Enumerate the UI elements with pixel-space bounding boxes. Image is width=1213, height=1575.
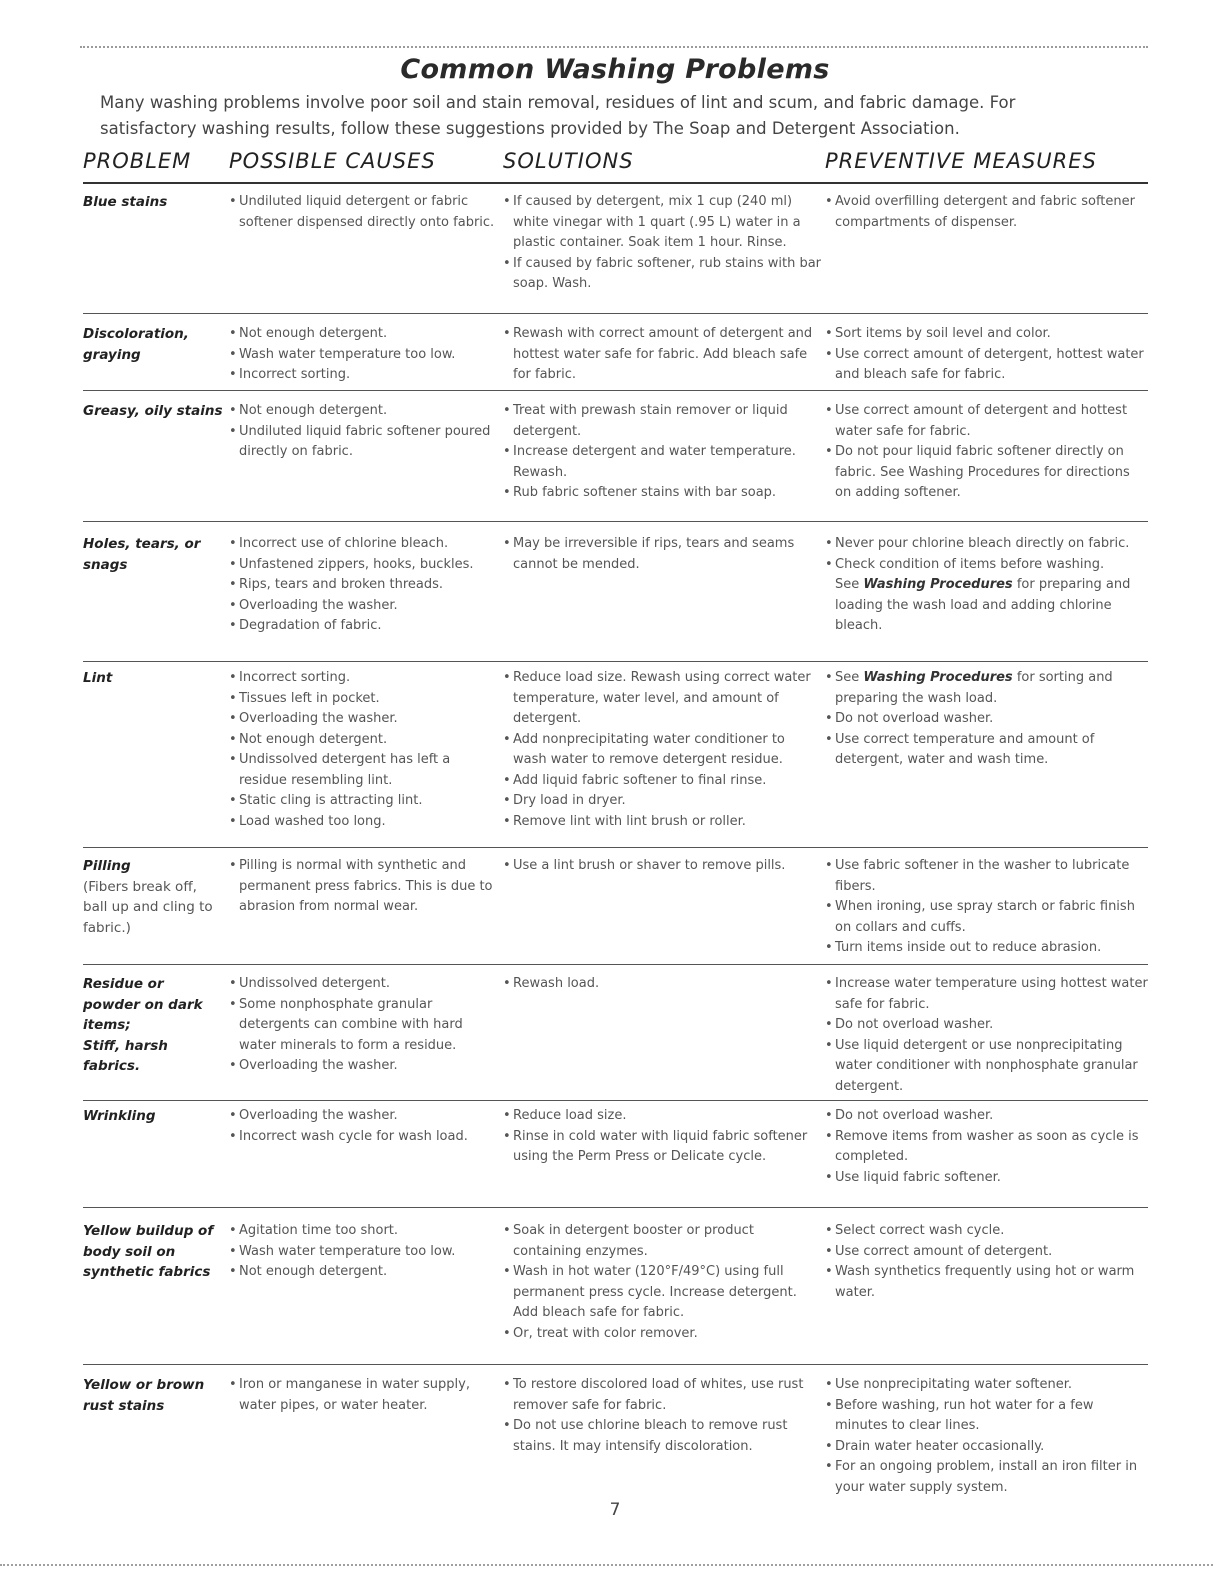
- problem-cell: [83, 534, 233, 575]
- solution-item: • Use a lint brush or shaver to remove pills.: [503, 856, 821, 877]
- causes-cell: [229, 324, 497, 386]
- problem-name: Blue stains: [83, 194, 168, 210]
- row-divider: [83, 313, 1148, 314]
- cause-item: • Incorrect use of chlorine bleach.: [229, 534, 497, 555]
- ref-post: for preparing and loading the wash load and adding chlorine bleach.: [835, 577, 1131, 633]
- solutions-cell: [503, 1375, 821, 1457]
- preventive-cell: [825, 534, 1150, 637]
- solution-item: • Rewash load.: [503, 974, 821, 995]
- problem-cell: [83, 401, 233, 422]
- problem-cell: [83, 324, 233, 365]
- cause-item: • Wash water temperature too low.: [229, 1242, 497, 1263]
- problem-name: Yellow or brown rust stains: [83, 1377, 205, 1414]
- solution-item: • To restore discolored load of whites, use rust remover safe for fabric.: [503, 1375, 821, 1416]
- problem-name: Holes, tears, or snags: [83, 536, 201, 573]
- header-possible-causes: POSSIBLE CAUSES: [229, 149, 436, 173]
- problem-cell: [83, 1375, 233, 1416]
- cause-item: • Incorrect wash cycle for wash load.: [229, 1127, 497, 1148]
- preventive-item: • Do not overload washer.: [825, 709, 1150, 730]
- solution-item: • May be irreversible if rips, tears and seams cannot be mended.: [503, 534, 821, 575]
- preventive-item: • Turn items inside out to reduce abrasion.: [825, 938, 1150, 959]
- preventive-cell: [825, 192, 1150, 233]
- preventive-item: • Remove items from washer as soon as cycle is completed.: [825, 1127, 1150, 1168]
- cause-item: • Not enough detergent.: [229, 324, 497, 345]
- preventive-item: • Avoid overfilling detergent and fabric softener compartments of dispenser.: [825, 192, 1150, 233]
- ref-pre: See: [835, 577, 864, 592]
- solution-item: • Or, treat with color remover.: [503, 1324, 821, 1345]
- intro-paragraph: [100, 90, 1120, 142]
- row-divider: [83, 390, 1148, 391]
- preventive-cell: [825, 1221, 1150, 1303]
- solution-item: • Remove lint with lint brush or roller.: [503, 812, 821, 833]
- row-divider: [83, 1364, 1148, 1365]
- cause-item: • Undissolved detergent has left a residue resembling lint.: [229, 750, 497, 791]
- intro-line: Many washing problems involve poor soil and stain removal, residues of lint and scum, and fabric damage. For: [100, 93, 1016, 112]
- problem-cell: [83, 856, 233, 938]
- problem-name: Discoloration, graying: [83, 326, 189, 363]
- cause-item: • Incorrect sorting.: [229, 365, 497, 386]
- cause-item: • Rips, tears and broken threads.: [229, 575, 497, 596]
- causes-cell: [229, 1221, 497, 1283]
- solution-item: • Rinse in cold water with liquid fabric softener using the Perm Press or Delicate cycle.: [503, 1127, 821, 1168]
- solution-item: • Rewash with correct amount of detergent and hottest water safe for fabric. Add bleach safe for fabric.: [503, 324, 821, 386]
- problem-name: Lint: [83, 670, 113, 686]
- preventive-item: • Use liquid detergent or use nonprecipitating water conditioner with nonphosphate granular detergent.: [825, 1036, 1150, 1098]
- solution-item: • Soak in detergent booster or product containing enzymes.: [503, 1221, 821, 1262]
- solution-item: • Treat with prewash stain remover or liquid detergent.: [503, 401, 821, 442]
- cause-item: • Not enough detergent.: [229, 730, 497, 751]
- solutions-cell: [503, 324, 821, 386]
- problem-name: Yellow buildup of body soil on synthetic fabrics: [83, 1223, 214, 1280]
- solution-item: • Increase detergent and water temperature. Rewash.: [503, 442, 821, 483]
- solutions-cell: [503, 668, 821, 832]
- solution-item: • Rub fabric softener stains with bar soap.: [503, 483, 821, 504]
- cause-item: • Incorrect sorting.: [229, 668, 497, 689]
- causes-cell: [229, 534, 497, 637]
- preventive-item: • Never pour chlorine bleach directly on fabric.: [825, 534, 1150, 555]
- solution-item: • Dry load in dryer.: [503, 791, 821, 812]
- table-header: [83, 149, 1151, 181]
- header-preventive-measures: PREVENTIVE MEASURES: [825, 149, 1097, 173]
- page-title: Common Washing Problems: [400, 54, 830, 85]
- solutions-cell: [503, 401, 821, 504]
- cause-item: • Overloading the washer.: [229, 596, 497, 617]
- cause-item: • Degradation of fabric.: [229, 616, 497, 637]
- solution-item: • If caused by detergent, mix 1 cup (240 ml) white vinegar with 1 quart (.95 L) water in a plastic container. Soak item 1 hour. Rinse.: [503, 192, 821, 254]
- solution-note: Add bleach safe for fabric.: [513, 1305, 685, 1320]
- preventive-cell: [825, 856, 1150, 959]
- cause-item: • Overloading the washer.: [229, 1056, 497, 1077]
- header-rule: [83, 182, 1148, 184]
- causes-cell: [229, 1106, 497, 1147]
- solutions-cell: [503, 1106, 821, 1168]
- solution-item: • Add nonprecipitating water conditioner to wash water to remove detergent residue.: [503, 730, 821, 771]
- problem-name: Residue or powder on dark items; Stiff, harsh fabrics.: [83, 976, 203, 1074]
- cause-item: • Static cling is attracting lint.: [229, 791, 497, 812]
- problem-name: Greasy, oily stains: [83, 403, 223, 419]
- causes-cell: [229, 668, 497, 832]
- problem-note: (Fibers break off, ball up and cling to fabric.): [83, 878, 213, 936]
- preventive-item: • Do not overload washer.: [825, 1106, 1150, 1127]
- preventive-item: • Wash synthetics frequently using hot or warm water.: [825, 1262, 1150, 1303]
- cause-item: • Tissues left in pocket.: [229, 689, 497, 710]
- preventive-cell: [825, 1375, 1150, 1498]
- preventive-item: • Use fabric softener in the washer to lubricate fibers.: [825, 856, 1150, 897]
- solutions-cell: [503, 974, 821, 995]
- solutions-cell: [503, 192, 821, 295]
- problem-name: Pilling: [83, 858, 131, 874]
- problem-cell: [83, 668, 233, 689]
- preventive-item: • When ironing, use spray starch or fabric finish on collars and cuffs.: [825, 897, 1150, 938]
- solutions-cell: [503, 1221, 821, 1344]
- solution-item: • Do not use chlorine bleach to remove rust stains. It may intensify discoloration.: [503, 1416, 821, 1457]
- preventive-cell: [825, 401, 1150, 504]
- preventive-item: • Do not overload washer.: [825, 1015, 1150, 1036]
- solutions-cell: [503, 534, 821, 575]
- cause-item: • Undissolved detergent.: [229, 974, 497, 995]
- solution-item: • Reduce load size.: [503, 1106, 821, 1127]
- preventive-item: • Use correct amount of detergent, hottest water and bleach safe for fabric.: [825, 345, 1150, 386]
- washing-procedures-ref: Washing Procedures: [863, 670, 1013, 685]
- causes-cell: [229, 856, 497, 918]
- cause-item: • Not enough detergent.: [229, 1262, 497, 1283]
- cause-item: • Overloading the washer.: [229, 709, 497, 730]
- cause-item: • Unfastened zippers, hooks, buckles.: [229, 555, 497, 576]
- cause-item: • Agitation time too short.: [229, 1221, 497, 1242]
- cause-item: • Load washed too long.: [229, 812, 497, 833]
- cause-item: • Pilling is normal with synthetic and permanent press fabrics. This is due to abrasion from normal wear.: [229, 856, 497, 918]
- problem-name: Wrinkling: [83, 1108, 156, 1124]
- preventive-item: • Do not pour liquid fabric softener directly on fabric. See Washing Procedures for directions on adding softener.: [825, 442, 1150, 504]
- cause-item: • Some nonphosphate granular detergents can combine with hard water minerals to form a residue.: [229, 995, 497, 1057]
- cause-item: • Not enough detergent.: [229, 401, 497, 422]
- solutions-cell: [503, 856, 821, 877]
- cause-item: • Undiluted liquid detergent or fabric softener dispensed directly onto fabric.: [229, 192, 497, 233]
- intro-line: satisfactory washing results, follow these suggestions provided by The Soap and Detergent Association.: [100, 119, 960, 138]
- causes-cell: [229, 1375, 497, 1416]
- row-divider: [83, 1207, 1148, 1208]
- bottom-divider: [0, 1564, 1213, 1566]
- preventive-item: • Select correct wash cycle.: [825, 1221, 1150, 1242]
- ref-pre: See: [835, 670, 864, 685]
- row-divider: [83, 521, 1148, 522]
- row-divider: [83, 964, 1148, 965]
- preventive-reference: [825, 668, 1150, 709]
- ref-post: for sorting and preparing the wash load.: [835, 670, 1113, 706]
- preventive-item: • Use liquid fabric softener.: [825, 1168, 1150, 1189]
- solution-item: • Wash in hot water (120°F/49°C) using full permanent press cycle. Increase detergent.: [503, 1262, 821, 1303]
- preventive-item: • Increase water temperature using hottest water safe for fabric.: [825, 974, 1150, 1015]
- header-solutions: SOLUTIONS: [503, 149, 634, 173]
- washing-procedures-ref: Washing Procedures: [863, 577, 1013, 592]
- causes-cell: [229, 401, 497, 463]
- cause-item: • Wash water temperature too low.: [229, 345, 497, 366]
- preventive-item: • Check condition of items before washing.: [825, 555, 1150, 576]
- problem-cell: [83, 974, 233, 1077]
- top-divider: [80, 46, 1148, 48]
- preventive-item: • Use nonprecipitating water softener.: [825, 1375, 1150, 1396]
- row-divider: [83, 847, 1148, 848]
- row-divider: [83, 661, 1148, 662]
- cause-item: • Iron or manganese in water supply, water pipes, or water heater.: [229, 1375, 497, 1416]
- preventive-cell: [825, 1106, 1150, 1188]
- row-divider: [83, 1100, 1148, 1101]
- solution-item: • Reduce load size. Rewash using correct water temperature, water level, and amount of detergent.: [503, 668, 821, 730]
- preventive-item: • Use correct temperature and amount of detergent, water and wash time.: [825, 730, 1150, 771]
- cause-item: • Overloading the washer.: [229, 1106, 497, 1127]
- solution-item: • If caused by fabric softener, rub stains with bar soap. Wash.: [503, 254, 821, 295]
- solution-item: • Add liquid fabric softener to final rinse.: [503, 771, 821, 792]
- preventive-item: • Drain water heater occasionally.: [825, 1437, 1150, 1458]
- preventive-item: • Use correct amount of detergent and hottest water safe for fabric.: [825, 401, 1150, 442]
- page-number: 7: [609, 1500, 621, 1520]
- problem-cell: [83, 192, 233, 213]
- causes-cell: [229, 974, 497, 1077]
- preventive-cell: [825, 974, 1150, 1097]
- preventive-item: • For an ongoing problem, install an iron filter in your water supply system.: [825, 1457, 1150, 1498]
- causes-cell: [229, 192, 497, 233]
- problem-cell: [83, 1106, 233, 1127]
- preventive-item: • Before washing, run hot water for a few minutes to clear lines.: [825, 1396, 1150, 1437]
- problem-cell: [83, 1221, 233, 1283]
- preventive-cell: [825, 668, 1150, 771]
- header-problem: PROBLEM: [83, 149, 192, 173]
- preventive-cell: [825, 324, 1150, 386]
- preventive-item: • Sort items by soil level and color.: [825, 324, 1150, 345]
- preventive-reference: [825, 575, 1150, 637]
- cause-item: • Undiluted liquid fabric softener poured directly on fabric.: [229, 422, 497, 463]
- preventive-item: • Use correct amount of detergent.: [825, 1242, 1150, 1263]
